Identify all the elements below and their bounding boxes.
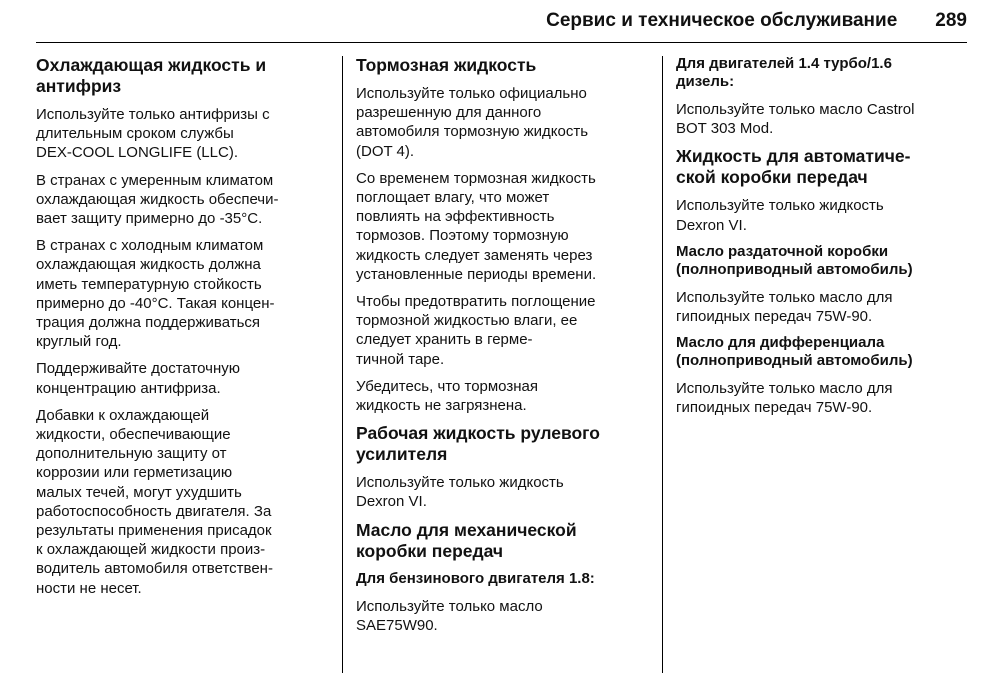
column-left	[36, 55, 326, 606]
subheading-transfer-case: Масло раздаточной коробки (полноприводный автомобиль)	[676, 242, 913, 278]
paragraph: Используйте только официально разрешенную для данного автомобиля тормозную жидкость (DOT 4).	[356, 85, 589, 160]
paragraph: В странах с умеренным климатом охлаждающая жидкость обеспечи- вает защиту примерно до -35°C.	[36, 171, 279, 228]
paragraph: Используйте только масло для гипоидных передач 75W-90.	[676, 380, 893, 417]
page-title: Сервис и техническое обслуживание	[546, 10, 898, 31]
subheading-turbo-diesel: Для двигателей 1.4 турбо/1.6 дизель:	[676, 55, 892, 90]
paragraph: Чтобы предотвратить поглощение тормозной жидкостью влаги, ее следует хранить в герме- тичной таре.	[356, 293, 596, 368]
paragraph: Используйте только масло для гипоидных передач 75W-90.	[676, 288, 893, 326]
subheading-petrol-engine: Для бензинового двигателя 1.8:	[356, 569, 595, 587]
column-divider	[662, 56, 663, 673]
paragraph: Используйте только масло Castrol BOT 303 Mod.	[676, 101, 915, 138]
column-right	[676, 55, 968, 426]
paragraph: В странах с холодным климатом охлаждающая жидкость должна иметь температурную стойкость примерно до -40°C. Такая концен- трация должна поддерживаться круглый год.	[36, 237, 275, 351]
paragraph: Используйте только масло SAE75W90.	[356, 597, 543, 634]
paragraph: Используйте только жидкость Dexron VI.	[356, 474, 564, 511]
column-divider	[342, 56, 343, 673]
section-heading-coolant: Охлаждающая жидкость и антифриз	[36, 55, 267, 96]
paragraph: Используйте только жидкость Dexron VI.	[676, 197, 884, 234]
subheading-differential: Масло для дифференциала (полноприводный автомобиль)	[676, 334, 913, 370]
column-middle	[356, 55, 648, 643]
paragraph: Со временем тормозная жидкость поглощает влагу, что может повлиять на эффективность тормозов. Поэтому тормозную жидкость следует заменять через установленные периоды времени.	[356, 169, 597, 283]
page-number: 289	[935, 10, 967, 31]
page-header	[36, 0, 967, 43]
paragraph: Убедитесь, что тормозная жидкость не загрязнена.	[356, 377, 538, 415]
section-heading-power-steering: Рабочая жидкость рулевого усилителя	[356, 423, 600, 465]
paragraph: Добавки к охлаждающей жидкости, обеспечивающие дополнительную защиту от коррозии или герметизацию малых течей, могут ухудшить работоспособность двигателя. За результаты применения присадок к охлаждающей жидкости произ- водитель автомобиля ответствен- ности не несет.	[36, 406, 273, 597]
paragraph: Поддерживайте достаточную концентрацию антифриза.	[36, 360, 241, 397]
section-heading-manual-gearbox: Масло для механической коробки передач	[356, 519, 577, 561]
section-heading-brake-fluid: Тормозная жидкость	[356, 55, 537, 75]
section-heading-automatic-gearbox: Жидкость для автоматиче- ской коробки передач	[676, 146, 911, 188]
paragraph: Используйте только антифризы с длительным сроком службы DEX-COOL LONGLIFE (LLC).	[36, 106, 270, 162]
